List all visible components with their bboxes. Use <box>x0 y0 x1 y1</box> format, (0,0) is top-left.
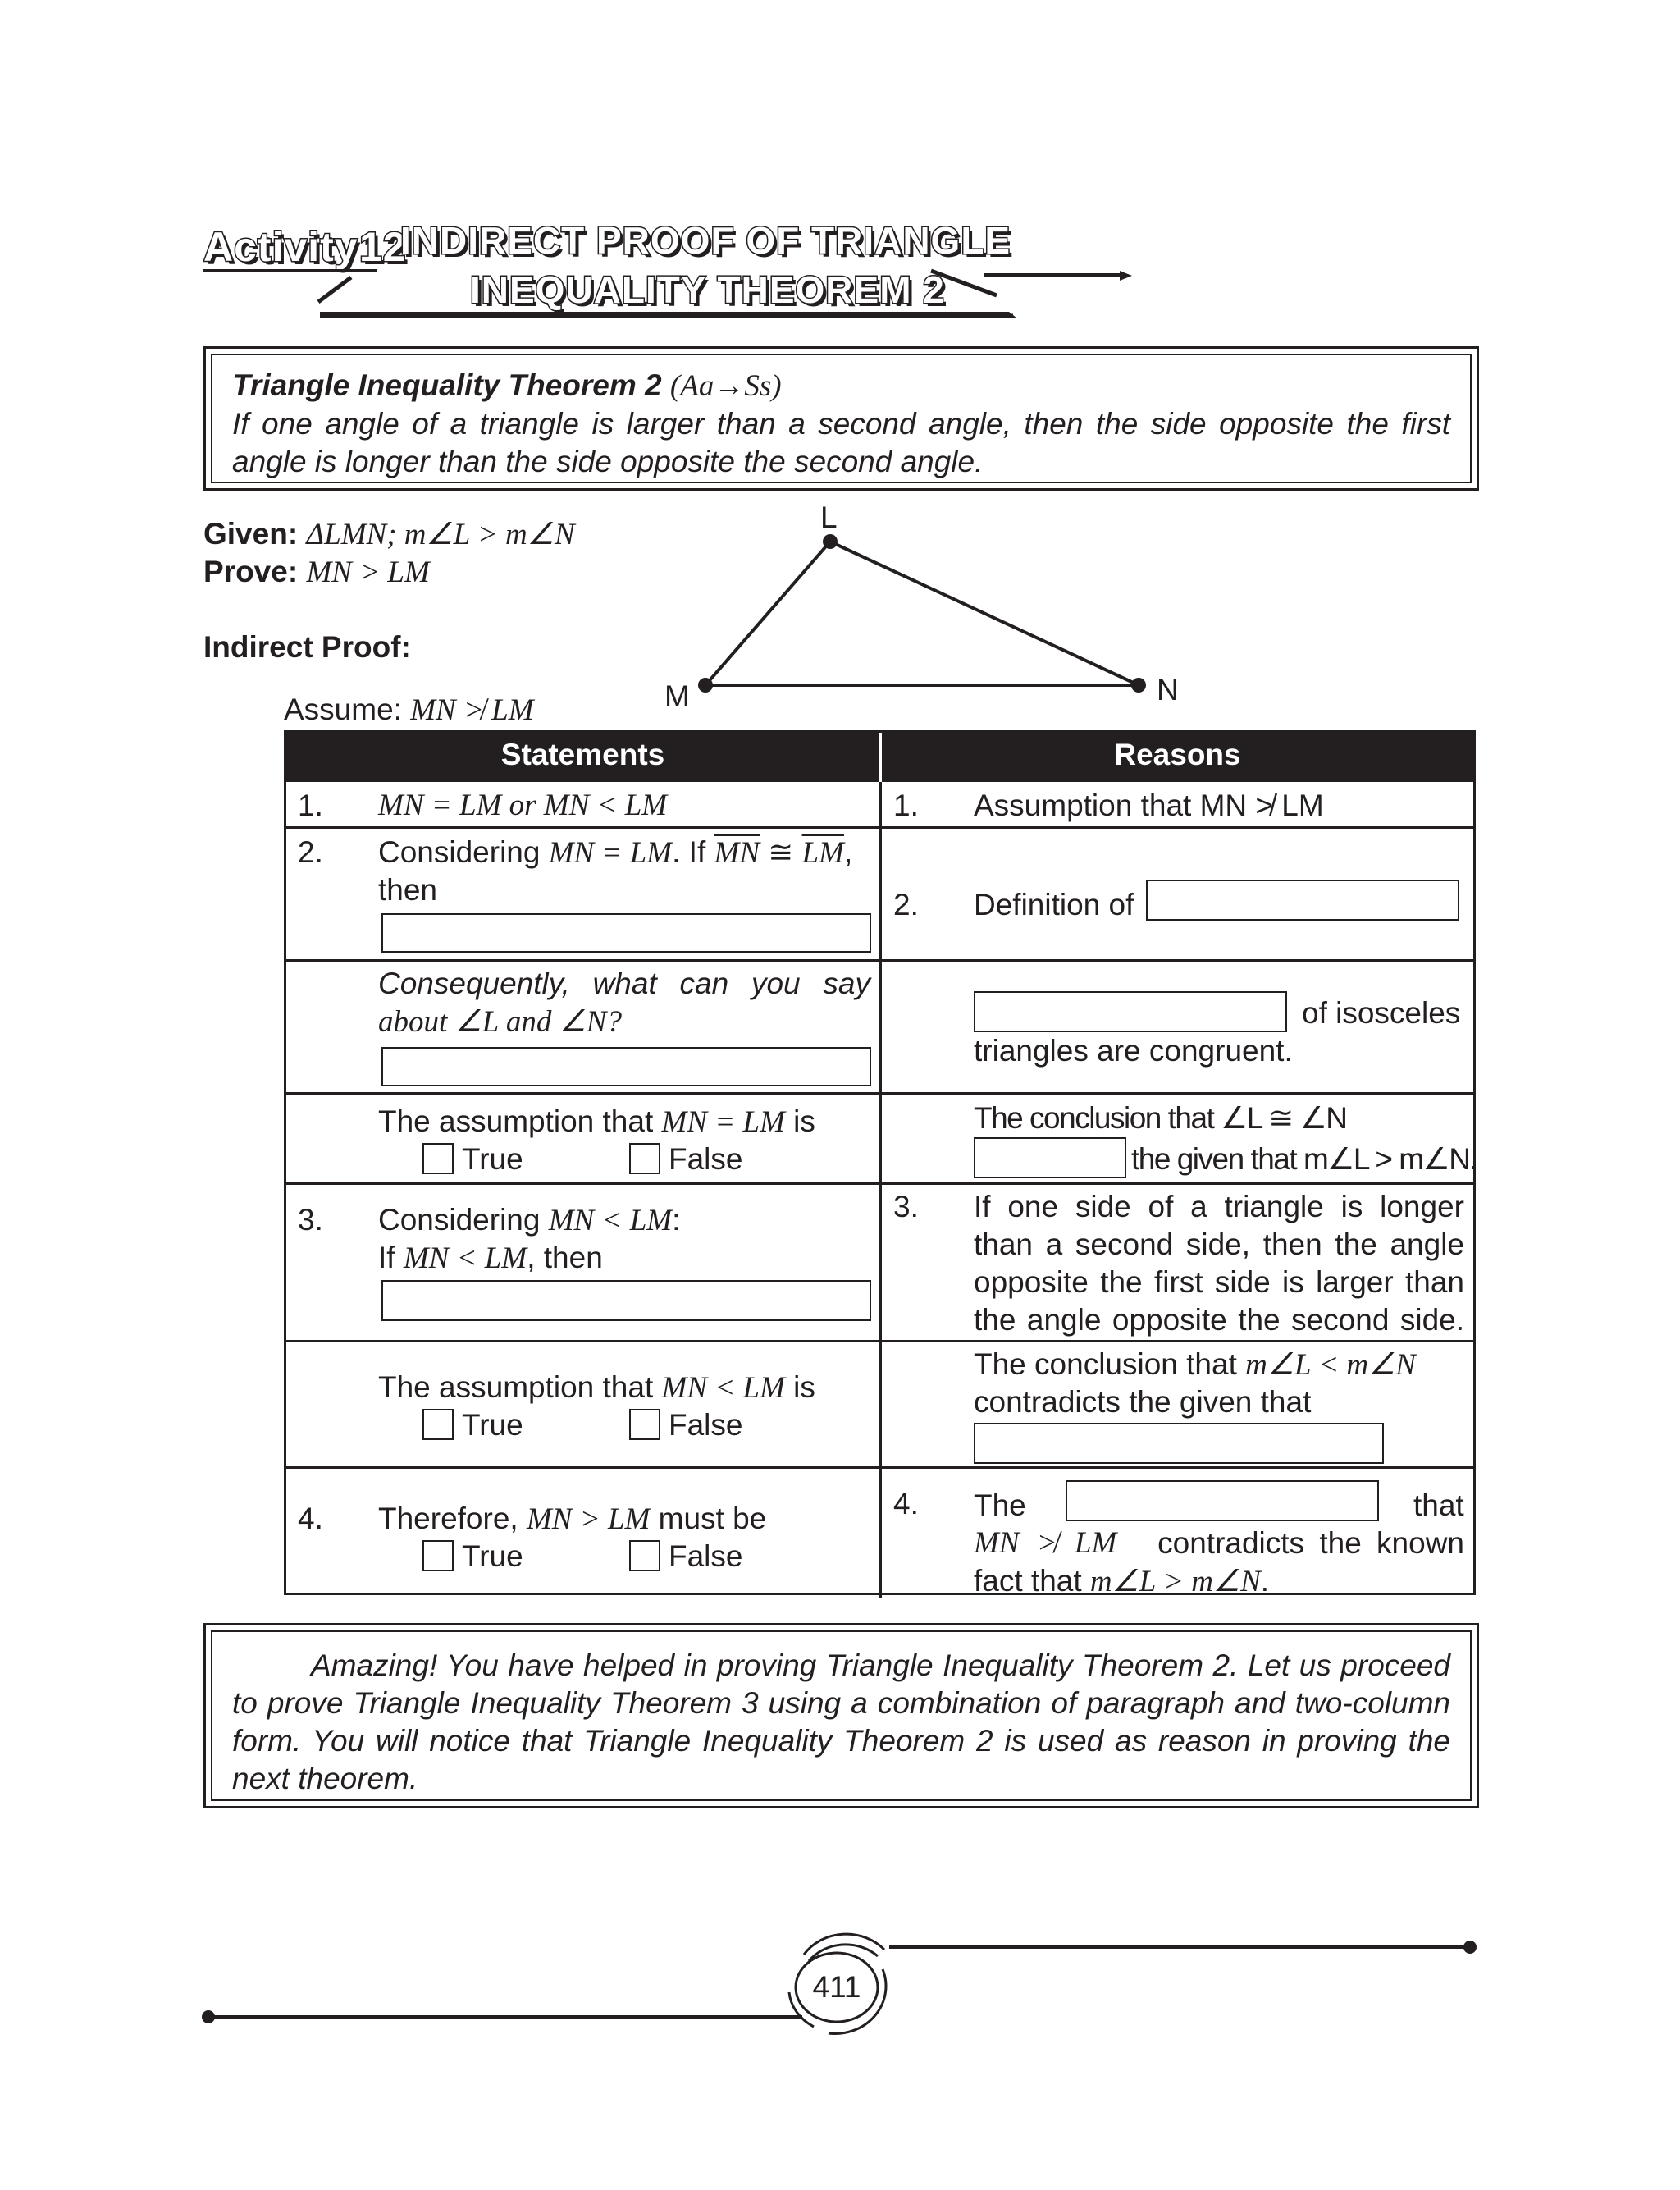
row2-reason-number: 2. <box>893 888 919 921</box>
vertex-n <box>1131 678 1146 693</box>
row4-reason-that: that <box>1413 1488 1464 1522</box>
page-number: 411 <box>812 1970 861 2004</box>
row1-statement: MN = LM or MN < LM <box>378 789 668 822</box>
row2c-false-option[interactable]: False <box>629 1141 742 1178</box>
table-row <box>286 1095 1477 1185</box>
row3b-true-option[interactable]: True <box>422 1406 523 1444</box>
row2b-reason-line2: triangles are congruent. <box>974 1034 1293 1068</box>
row2c-reason-answer-blank[interactable] <box>974 1137 1126 1178</box>
row3-statement-line2: If MN < LM, then <box>378 1241 603 1275</box>
row4-true-option[interactable]: True <box>422 1538 523 1575</box>
theorem-statement-line1: If one angle of a triangle is larger than a second angle, then the side opposite the first <box>232 407 1450 441</box>
indirect-proof-label: Indirect Proof: <box>203 630 411 664</box>
triangle-lmn <box>705 542 1139 685</box>
theorem-name: Triangle Inequality Theorem 2 <box>232 368 662 402</box>
row3-number: 3. <box>298 1203 323 1237</box>
row2-statement-answer-blank[interactable] <box>381 913 871 953</box>
activity-number: 12 <box>359 224 407 270</box>
assume-line <box>284 691 534 729</box>
closing-note-box <box>203 1623 1479 1808</box>
given-value: ΔLMN; m∠L > m∠N <box>306 518 575 551</box>
row2-number: 2. <box>298 835 323 869</box>
table-header <box>286 733 1473 782</box>
table-row <box>286 962 1473 1095</box>
row2b-question-line1: Consequently, what can you say <box>378 967 870 1000</box>
label-m: M <box>664 679 690 713</box>
closing-note-text: Amazing! You have helped in proving Triangle Inequality Theorem 2. Let us proceed to prove Triangle Inequality Theorem 3 using a combination of paragraph and two-column form. You will notice that Triangle Inequality Theorem 2 is used as reason in proving the next theorem. <box>232 1648 1450 1795</box>
segment-lm: $\overline{LM}$ <box>801 836 844 870</box>
label-n: N <box>1157 673 1179 706</box>
table-row <box>286 782 1473 829</box>
triangle-lmn-figure <box>656 501 1198 714</box>
row3-reason-line3: opposite the first side is larger than <box>974 1265 1464 1299</box>
row2-statement-then: then <box>378 873 438 907</box>
header-reasons: Reasons <box>882 733 1473 782</box>
theorem-statement-line2: angle is longer than the side opposite the second angle. <box>232 445 984 478</box>
theorem-box <box>203 346 1479 491</box>
header-statements: Statements <box>286 733 882 782</box>
row4-reason-line3: fact that m∠L > m∠N. <box>974 1564 1270 1598</box>
row1-reason: Assumption that MN ≯ LM <box>974 789 1324 822</box>
row3-statement-answer-blank[interactable] <box>381 1280 871 1321</box>
row4-reason-number: 4. <box>893 1487 919 1520</box>
row4-reason-answer-blank[interactable] <box>1066 1480 1379 1521</box>
row2b-reason-tail: of isosceles <box>1302 996 1461 1030</box>
row3-reason-line2: than a second side, then the angle <box>974 1228 1464 1261</box>
true-checkbox[interactable] <box>422 1143 454 1174</box>
assume-value: MN ≯ LM <box>410 693 534 727</box>
segment-mn: $\overline{MN}$ <box>714 836 760 870</box>
activity-word: Activity <box>203 224 358 270</box>
row2c-reason-line2: the given that m∠L > m∠N. <box>1131 1142 1477 1176</box>
row4-statement: Therefore, MN > LM must be <box>378 1502 767 1536</box>
label-l: L <box>820 501 838 534</box>
true-checkbox[interactable] <box>422 1409 454 1440</box>
row3b-reason-line1: The conclusion that m∠L < m∠N <box>974 1347 1416 1382</box>
row3-reason-line4: the angle opposite the second side. <box>974 1303 1464 1337</box>
row2-reason: Definition of <box>974 888 1134 921</box>
row4-false-option[interactable]: False <box>629 1538 742 1575</box>
row3-reason-number: 3. <box>893 1190 919 1223</box>
two-column-proof-table <box>284 730 1477 1598</box>
row2c-true-option[interactable]: True <box>422 1141 523 1178</box>
false-checkbox[interactable] <box>629 1143 660 1174</box>
assume-label: Assume: <box>284 693 402 726</box>
row4-number: 4. <box>298 1502 323 1535</box>
row2-reason-answer-blank[interactable] <box>1146 880 1459 921</box>
given-line <box>203 515 575 554</box>
row3b-reason-line2: contradicts the given that <box>974 1385 1312 1419</box>
false-checkbox[interactable] <box>629 1409 660 1440</box>
table-row <box>286 829 1473 962</box>
table-row <box>286 1342 1473 1469</box>
row4-reason-the: The <box>974 1488 1026 1522</box>
prove-line <box>203 553 430 592</box>
prove-label: Prove: <box>203 555 299 588</box>
title-underline-decoration <box>197 254 1140 328</box>
false-checkbox[interactable] <box>629 1540 660 1571</box>
table-row <box>286 1469 1473 1598</box>
row3-reason-line1: If one side of a triangle is longer <box>974 1190 1464 1223</box>
given-label: Given: <box>203 517 299 551</box>
vertex-m <box>698 678 713 693</box>
row1-number: 1. <box>298 789 323 822</box>
row1-reason-number: 1. <box>893 789 919 822</box>
activity-title-line2: INEQUALITY THEOREM 2 <box>470 268 945 311</box>
row3b-false-option[interactable]: False <box>629 1406 742 1444</box>
table-row <box>286 1185 1473 1342</box>
theorem-tag: (Aa→Ss) <box>669 369 782 403</box>
activity-title-line1: INDIRECT PROOF OF TRIANGLE <box>400 219 1011 262</box>
row2c-statement: The assumption that MN = LM is <box>378 1104 815 1139</box>
row3-statement-line1: Considering MN < LM: <box>378 1203 681 1237</box>
row2-statement: Considering MN = LM. If $\overline{MN}$ ≅ $\overline{LM}$, <box>378 835 853 870</box>
row3b-reason-answer-blank[interactable] <box>974 1423 1384 1464</box>
row2b-question-line2: about ∠L and ∠N? <box>378 1005 622 1039</box>
true-checkbox[interactable] <box>422 1540 454 1571</box>
row3b-statement: The assumption that MN < LM is <box>378 1370 815 1405</box>
prove-value: MN > LM <box>306 556 430 589</box>
row2c-reason-line1: The conclusion that ∠L ≅ ∠N <box>974 1101 1347 1135</box>
row2b-statement-answer-blank[interactable] <box>381 1047 871 1086</box>
row2b-reason-answer-blank[interactable] <box>974 991 1287 1032</box>
theorem-heading <box>232 367 1450 405</box>
row4-reason-line2: MN ≯ LM contradicts the known <box>974 1526 1464 1560</box>
